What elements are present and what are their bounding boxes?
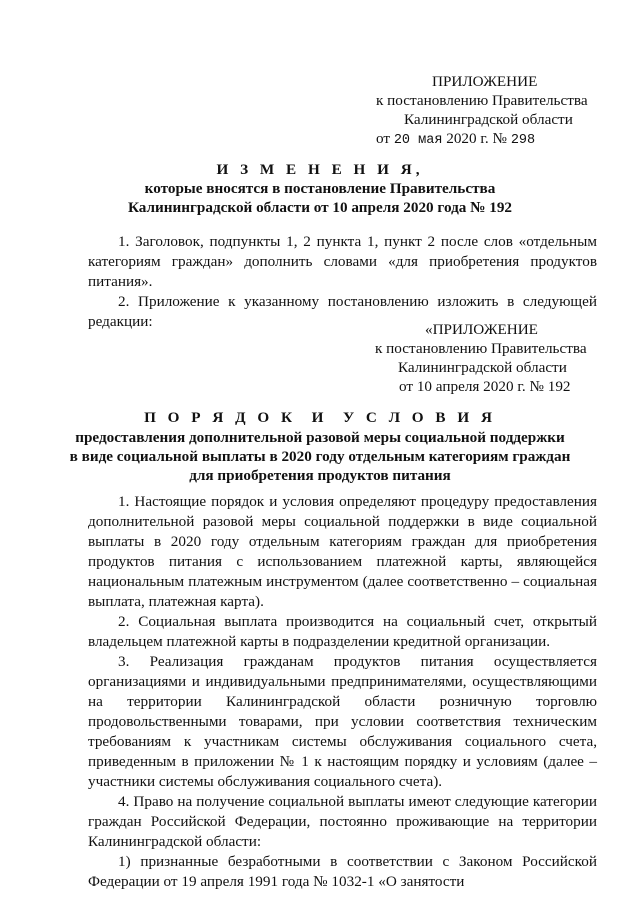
change-item-1: 1. Заголовок, подпункты 1, 2 пункта 1, пункт 2 после слов «отдельным категориям граждан» дополнить словами «для приобретения продуктов питания». xyxy=(88,233,597,290)
attachment-title: ПРИЛОЖЕНИЕ xyxy=(432,73,538,90)
changes-list xyxy=(88,232,597,332)
handwritten-number: 298 xyxy=(510,133,536,148)
inner-attachment-line-3: от 10 апреля 2020 г. № 192 xyxy=(399,378,571,395)
year-and-number-label: 2020 г. № xyxy=(446,130,508,147)
attachment-line-1: к постановлению Правительства xyxy=(376,92,588,109)
procedure-paragraph-5: 1) признанные безработными в соответствии с Законом Российской Федерации от 19 апреля 1991 года № 1032-1 «О занятости xyxy=(88,853,597,890)
inner-attachment-title: «ПРИЛОЖЕНИЕ xyxy=(425,321,538,338)
procedure-subtitle-1: предоставления дополнительной разовой меры социальной поддержки xyxy=(75,429,565,446)
procedure-title: П О Р Я Д О К И У С Л О В И Я xyxy=(144,409,496,426)
changes-subtitle-2: Калининградской области от 10 апреля 2020 года № 192 xyxy=(127,199,513,216)
changes-subtitle-1: которые вносятся в постановление Правительства xyxy=(144,180,496,197)
from-prefix: от xyxy=(376,130,391,147)
change-item-2: 2. Приложение к указанному постановлению изложить в следующей редакции: xyxy=(88,293,597,330)
attachment-line-2: Калининградской области xyxy=(404,111,573,128)
procedure-paragraph-4: 4. Право на получение социальной выплаты имеют следующие категории граждан Российской Федерации, постоянно проживающие на территории Калининградской области: xyxy=(88,793,597,850)
inner-attachment-line-2: Калининградской области xyxy=(398,359,567,376)
procedure-body xyxy=(88,492,597,892)
procedure-subtitle-2: в виде социальной выплаты в 2020 году отдельным категориям граждан xyxy=(69,448,571,465)
procedure-subtitle-3: для приобретения продуктов питания xyxy=(189,467,451,484)
procedure-paragraph-1: 1. Настоящие порядок и условия определяют процедуру предоставления дополнительной разовой меры социальной поддержки в виде социальной выплаты в 2020 году отдельным категориям граждан для приобретения продуктов питания с использованием платежной карты, являющейся национальным платежным инструментом (далее соответственно – социальная выплата, платежная карта). xyxy=(88,493,597,610)
changes-title: И З М Е Н Е Н И Я, xyxy=(216,161,424,178)
inner-attachment-line-1: к постановлению Правительства xyxy=(375,340,587,357)
procedure-paragraph-2: 2. Социальная выплата производится на социальный счет, открытый владельцем платежной карты в подразделении кредитной организации. xyxy=(88,613,597,650)
attachment-date-line xyxy=(376,129,535,151)
procedure-paragraph-3: 3. Реализация гражданам продуктов питания осуществляется организациями и индивидуальными предпринимателями, осуществляющими на территории Калининградской области розничную торговлю продовольственными товарами, при условии соответствия техническим требованиям к участникам системы обслуживания социального счета, приведенным в приложении № 1 к настоящим порядку и условиям (далее – участники системы обслуживания социального счета). xyxy=(88,653,597,790)
handwritten-date: 20 мая xyxy=(393,133,443,148)
